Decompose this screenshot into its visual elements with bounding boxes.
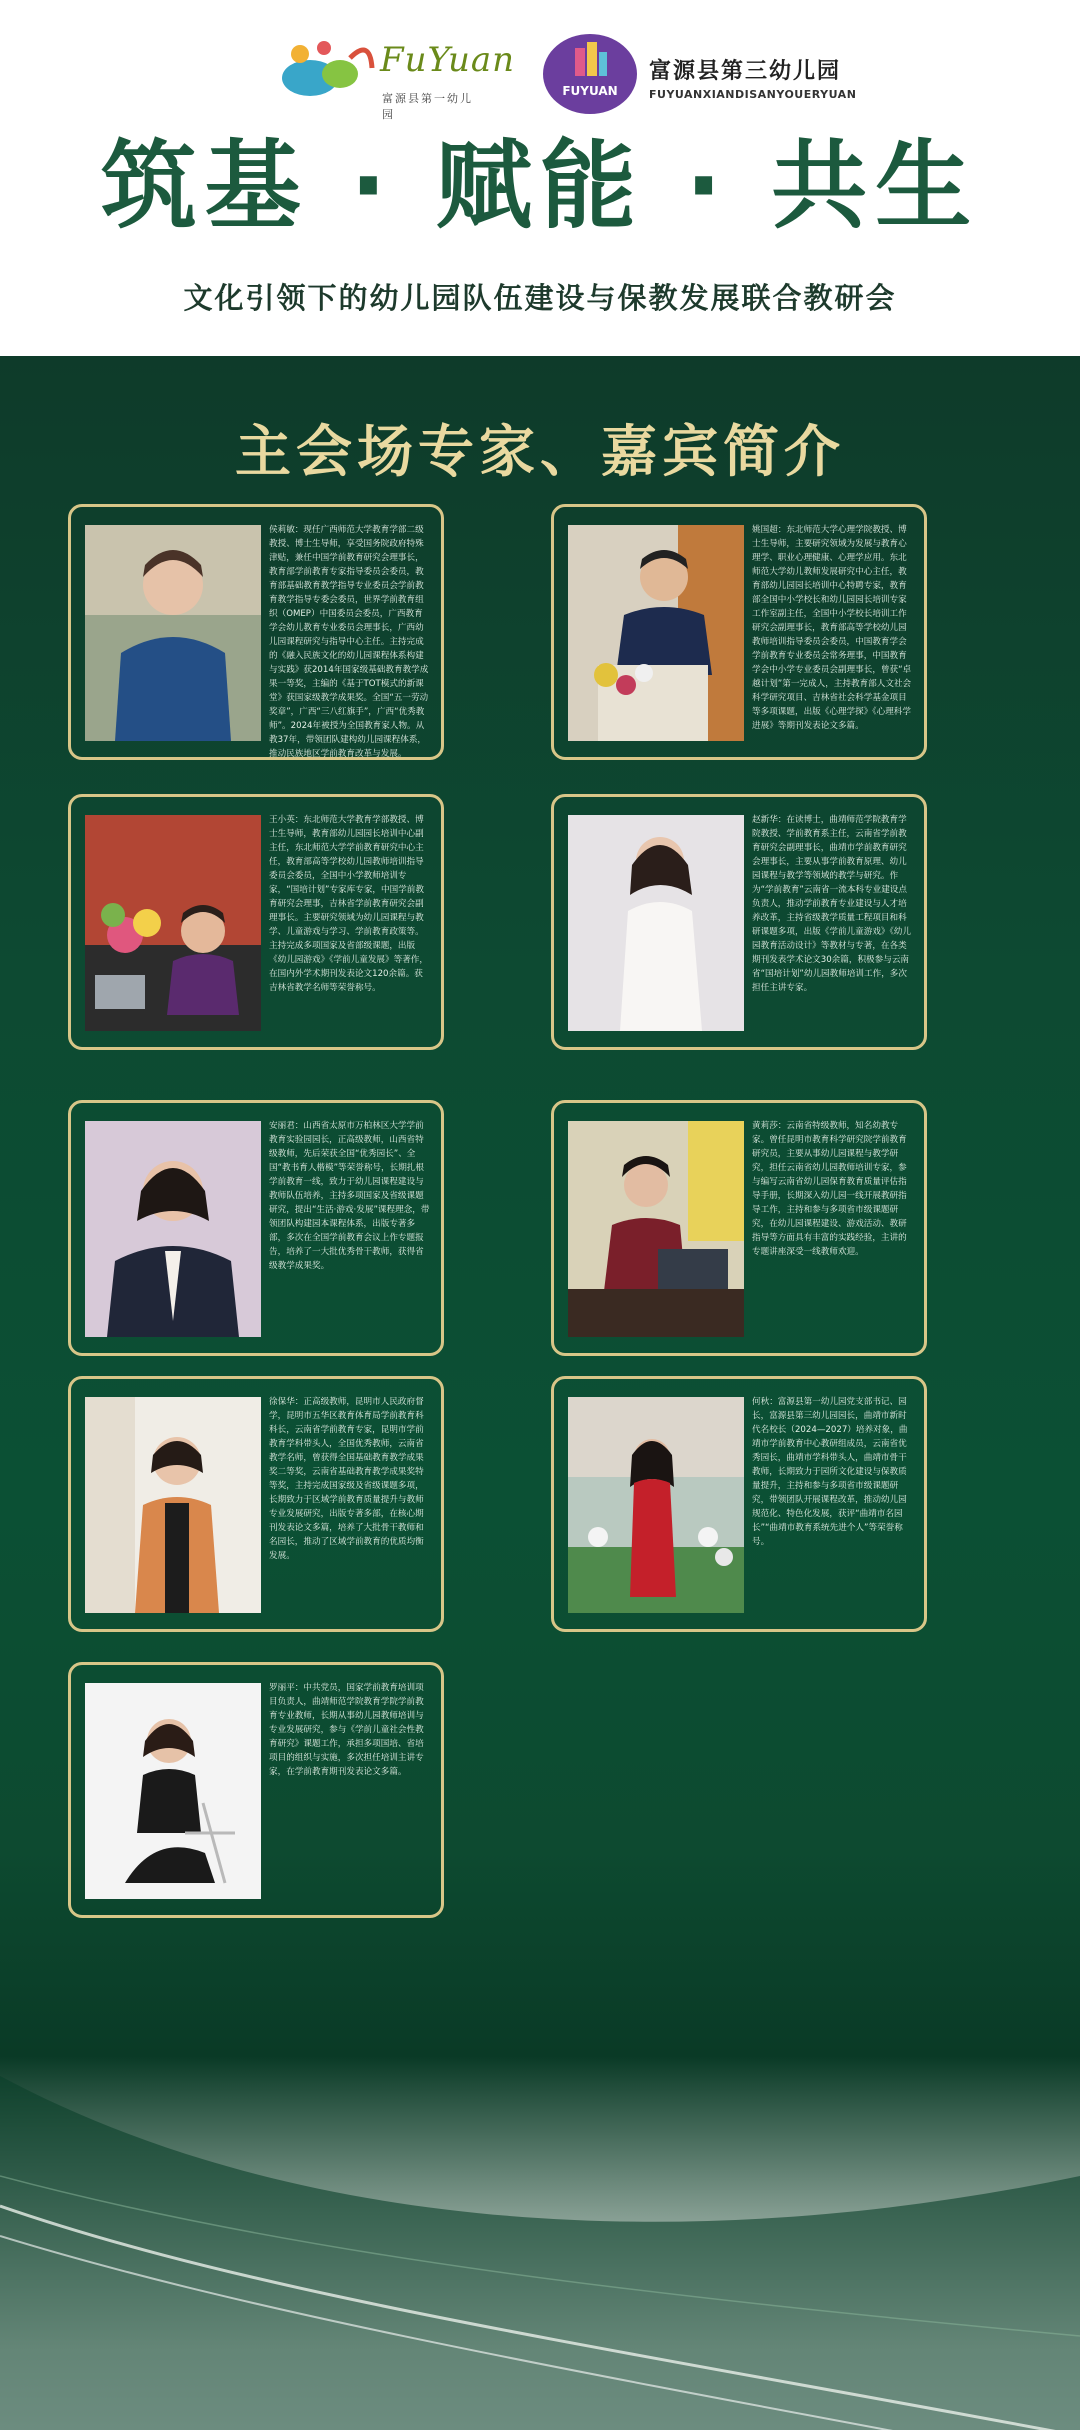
section-title: 主会场专家、嘉宾简介 — [235, 420, 845, 485]
expert-photo — [568, 525, 744, 741]
main-panel — [0, 356, 1080, 2430]
expert-photo — [568, 1121, 744, 1337]
header — [0, 0, 1080, 356]
decorative-swoosh — [0, 1876, 1080, 2430]
expert-photo — [85, 1121, 261, 1337]
fuyuan-third-kindergarten-logo — [543, 34, 857, 118]
kindergarten-badge-icon — [543, 34, 637, 114]
expert-bio: 侯莉敏：现任广西师范大学教育学部二级教授、博士生导师，享受国务院政府特殊津贴，兼任中国学前教育研究会理事长，教育部学前教育专家指导委员会委员，教育部基础教育教学指导专业委员会学前教育教学指导专委会委员，世界学前教育组织（OMEP）中国委员会委员，广西教育学会幼儿教育专业委员会理事长，广西幼儿园课程研究与指导中心主任。主持完成的《融入民族文化的幼儿园课程体系构建与实践》获2014年国家级基础教育教学成果一等奖，主编的《基于TOT模式的新课堂》获国家级教学成果奖。全国“五一劳动奖章”，广西“三八红旗手”，广西“优秀教师”。2024年被授为全国教育家人物。从教37年，带领团队建构幼儿园课程体系，推动民族地区学前教育改革与发展。 — [269, 525, 429, 759]
kindergarten-mascot-icon — [280, 28, 380, 108]
logo-right-pinyin: FUYUANXIANDISANYOUERYUAN — [649, 88, 857, 101]
expert-bio: 姚国超：东北师范大学心理学院教授、博士生导师，主要研究领域为发展与教育心理学、职业心理健康、心理学应用。东北师范大学幼儿教师发展研究中心主任，教育部幼儿园园长培训中心特聘专家，教育部全国中小学校长和幼儿园园长培训专家工作室副主任，全国中小学校长培训工作研究会副理事长，教育部高等学校幼儿园教师培训指导委员会委员，中国教育学会学前教育专业委员会常务理事，中国教育学会中小学专业委员会副理事长，曾获“卓越计划”第一完成人，主持教育部人文社会科学研究项目、吉林省社会科学基金项目等多项课题，出版《心理学探》《心理科学进展》等期刊发表论文多篇。 — [752, 525, 912, 731]
page-subtitle: 文化引领下的幼儿园队伍建设与保教发展联合教研会 — [183, 281, 897, 315]
logo-right-name: 富源县第三幼儿园 — [649, 59, 842, 84]
expert-card — [551, 1376, 927, 1632]
logo-right-badge-text: FUYUAN — [562, 84, 618, 98]
expert-card — [68, 504, 444, 760]
expert-photo — [85, 525, 261, 741]
expert-bio: 赵新华：在读博士，曲靖师范学院教育学院教授、学前教育系主任，云南省学前教育研究会副理事长，曲靖市学前教育研究会理事长，主要从事学前教育原理、幼儿园课程与教学等领域的教学与研究。作为“学前教育”云南省一流本科专业建设点负责人，推动学前教育专业建设与人才培养改革，主持省级教学质量工程项目和科研课题多项，出版《学前儿童游戏》《幼儿园教育活动设计》等教材与专著，在各类期刊发表学术论文30余篇，积极参与云南省“国培计划”幼儿园教师培训工作，多次担任主讲专家。 — [752, 815, 911, 993]
expert-card — [551, 1100, 927, 1356]
expert-bio: 黄莉莎：云南省特级教师，知名幼教专家。曾任昆明市教育科学研究院学前教育研究员，主要从事幼儿园课程与教学研究，担任云南省幼儿园教师培训专家，参与编写云南省幼儿园保育教育质量评估指导手册，长期深入幼儿园一线开展教研指导工作，主持和参与多项省市级课题研究，在幼儿园课程建设、游戏活动、教研指导等方面具有丰富的实践经验，主讲的专题讲座深受一线教师欢迎。 — [752, 1121, 907, 1257]
fuyuan-first-kindergarten-logo — [280, 28, 516, 121]
expert-card — [551, 794, 927, 1050]
expert-bio: 徐保华：正高级教师，昆明市人民政府督学，昆明市五华区教育体育局学前教育科科长，云南省学前教育专家，昆明市学前教育学科带头人，全国优秀教师，云南省教学名师，曾获得全国基础教育教学成果奖二等奖，云南省基础教育教学成果奖特等奖，主持完成国家级及省级课题多项，长期致力于区域学前教育质量提升与教师专业发展研究，出版专著多部，在核心期刊发表论文多篇，培养了大批骨干教师和名园长，推动了区域学前教育的优质均衡发展。 — [269, 1397, 424, 1561]
expert-photo — [85, 1397, 261, 1613]
expert-photo — [85, 1683, 261, 1899]
page-title: 筑基 · 赋能 · 共生 — [100, 130, 980, 242]
building-icon — [543, 34, 637, 84]
logo-left-name: FuYuan — [380, 40, 516, 80]
expert-photo — [85, 815, 261, 1031]
expert-bio: 何秋：富源县第一幼儿园党支部书记、园长，富源县第三幼儿园园长，曲靖市新时代名校长（2024—2027）培养对象，曲靖市学前教育中心教研组成员，云南省优秀园长，曲靖市学科带头人，曲靖市骨干教师，长期致力于园所文化建设与保教质量提升，主持和参与多项省市级课题研究，带领团队开展课程改革，推动幼儿园规范化、特色化发展，获评“曲靖市名园长”“曲靖市教育系统先进个人”等荣誉称号。 — [752, 1397, 908, 1547]
expert-photo — [568, 815, 744, 1031]
expert-bio: 罗丽平：中共党员，国家学前教育培训项目负责人，曲靖师范学院教育学院学前教育专业教师，长期从事幼儿园教师培训与专业发展研究，参与《学前儿童社会性教育研究》课题工作，承担多项国培、省培项目的组织与实施，多次担任培训主讲专家，在学前教育期刊发表论文多篇。 — [269, 1683, 424, 1777]
logo-left-subtitle: 富源县第一幼儿园 — [382, 92, 473, 121]
expert-card — [68, 1662, 444, 1918]
expert-card — [551, 504, 927, 760]
expert-photo — [568, 1397, 744, 1613]
expert-bio: 王小英：东北师范大学教育学部教授、博士生导师，教育部幼儿园园长培训中心副主任，东北师范大学学前教育研究中心主任，教育部高等学校幼儿园教师培训指导委员会委员，全国中小学教师培训专家，“国培计划”专家库专家，中国学前教育研究会理事，吉林省学前教育研究会副理事长。主要研究领域为幼儿园课程与教学、儿童游戏与学习、学前教育政策等。主持完成多项国家及省部级课题，出版《幼儿园游戏》《学前儿童发展》等著作，在国内外学术期刊发表论文120余篇。获吉林省教学名师等荣誉称号。 — [269, 815, 428, 993]
expert-bio: 安丽君：山西省太原市万柏林区大学学前教育实验园园长，正高级教师，山西省特级教师，先后荣获全国“优秀园长”、全国“教书育人楷模”等荣誉称号，长期扎根学前教育一线，致力于幼儿园课程建设与教师队伍培养，主持多项国家及省级课题研究，提出“生活·游戏·发展”课程理念，带领团队构建园本课程体系，出版专著多部，多次在全国学前教育会议上作专题报告，培养了一大批优秀骨干教师，获得省级教学成果奖。 — [269, 1121, 430, 1271]
expert-card — [68, 1376, 444, 1632]
expert-card — [68, 1100, 444, 1356]
expert-card — [68, 794, 444, 1050]
